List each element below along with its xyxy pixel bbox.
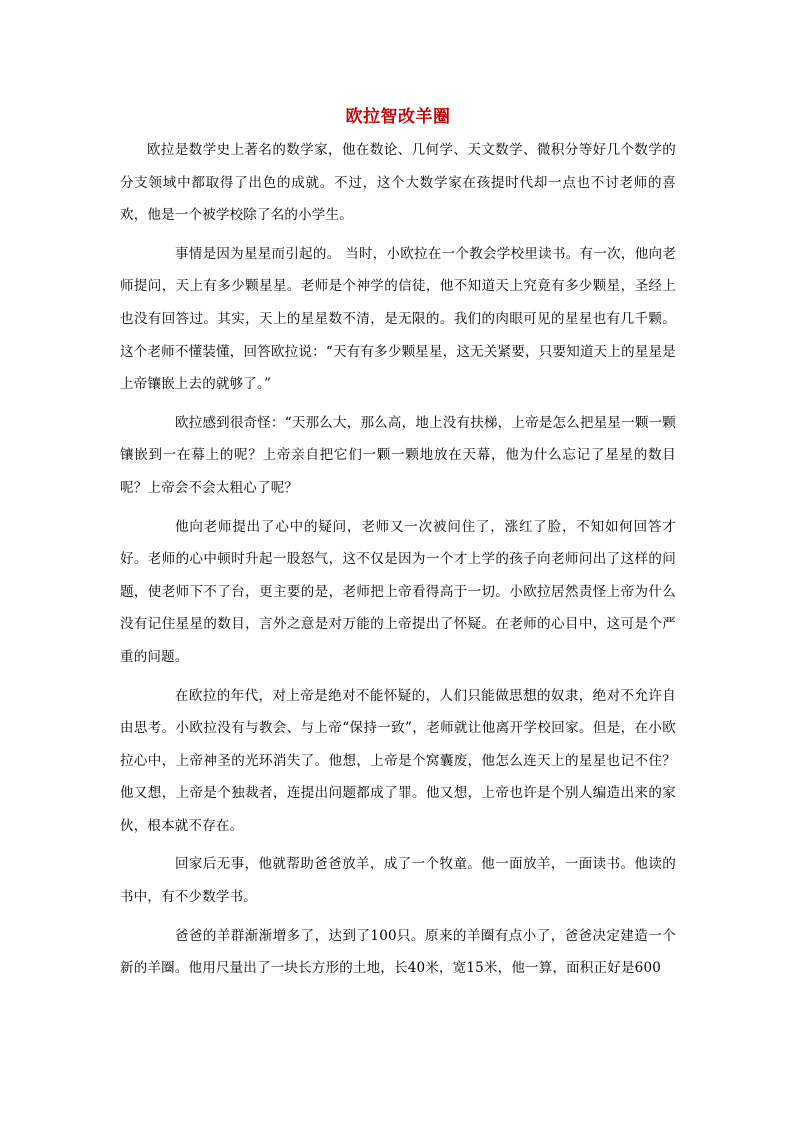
paragraph-2: 事情是因为星星而引起的。 当时，小欧拉在一个教会学校里读书。有一次，他向老师提问，天上有多少颗星星。老师是个神学的信徒，他不知道天上究竟有多少颗星，圣经上也没有回答过。其实，天上的星星数不清，是无限的。我们的肉眼可见的星星也有几千颗。这个老师不懂装懂，回答欧拉说：“天有有多少颗星星，这无关紧要，只要知道天上的星星是上帝镶嵌上去的就够了。” [120,245,676,393]
paragraph-5: 在欧拉的年代，对上帝是绝对不能怀疑的，人们只能做思想的奴隶，绝对不允许自由思考。小欧拉没有与教会、与上帝“保持一致”，老师就让他离开学校回家。但是，在小欧拉心中，上帝神圣的光环消失了。他想，上帝是个窝囊废，他怎么连天上的星星也记不住？他又想，上帝是个独裁者，连提出问题都成了罪。他又想，上帝也许是个别人编造出来的家伙，根本就不存在。 [120,687,676,834]
paragraph-3: 欧拉感到很奇怪：“天那么大，那么高，地上没有扶梯，上帝是怎么把星星一颗一颗镶嵌到一在幕上的呢？上帝亲自把它们一颗一颗地放在天幕，他为什么忘记了星星的数目呢？上帝会不会太粗心了呢？ [120,414,676,496]
paragraph-4: 他向老师提出了心中的疑问，老师又一次被问住了，涨红了脸，不知如何回答才好。老师的心中顿时升起一股怒气，这不仅是因为一个才上学的孩子向老师问出了这样的问题，使老师下不了台，更主要的是，老师把上帝看得高于一切。小欧拉居然责怪上帝为什么没有记住星星的数目，言外之意是对万能的上帝提出了怀疑。在老师的心目中，这可是个严重的问题。 [120,518,676,665]
document-page [120,100,676,985]
paragraph-7: 爸爸的羊群渐渐增多了，达到了100只。原来的羊圈有点小了，爸爸决定建造一个新的羊圈。他用尺量出了一块长方形的土地，长40米，宽15米，他一算，面积正好是600 [120,927,676,977]
paragraph-6: 回家后无事，他就帮助爸爸放羊，成了一个牧童。他一面放羊，一面读书。他读的书中，有不少数学书。 [120,856,676,906]
document-title: 欧拉智改羊圈 [345,107,451,127]
paragraph-1: 欧拉是数学史上著名的数学家，他在数论、几何学、天文数学、微积分等好几个数学的分支领域中都取得了出色的成就。不过，这个大数学家在孩提时代却一点也不讨老师的喜欢，他是一个被学校除了名的小学生。 [120,142,676,224]
